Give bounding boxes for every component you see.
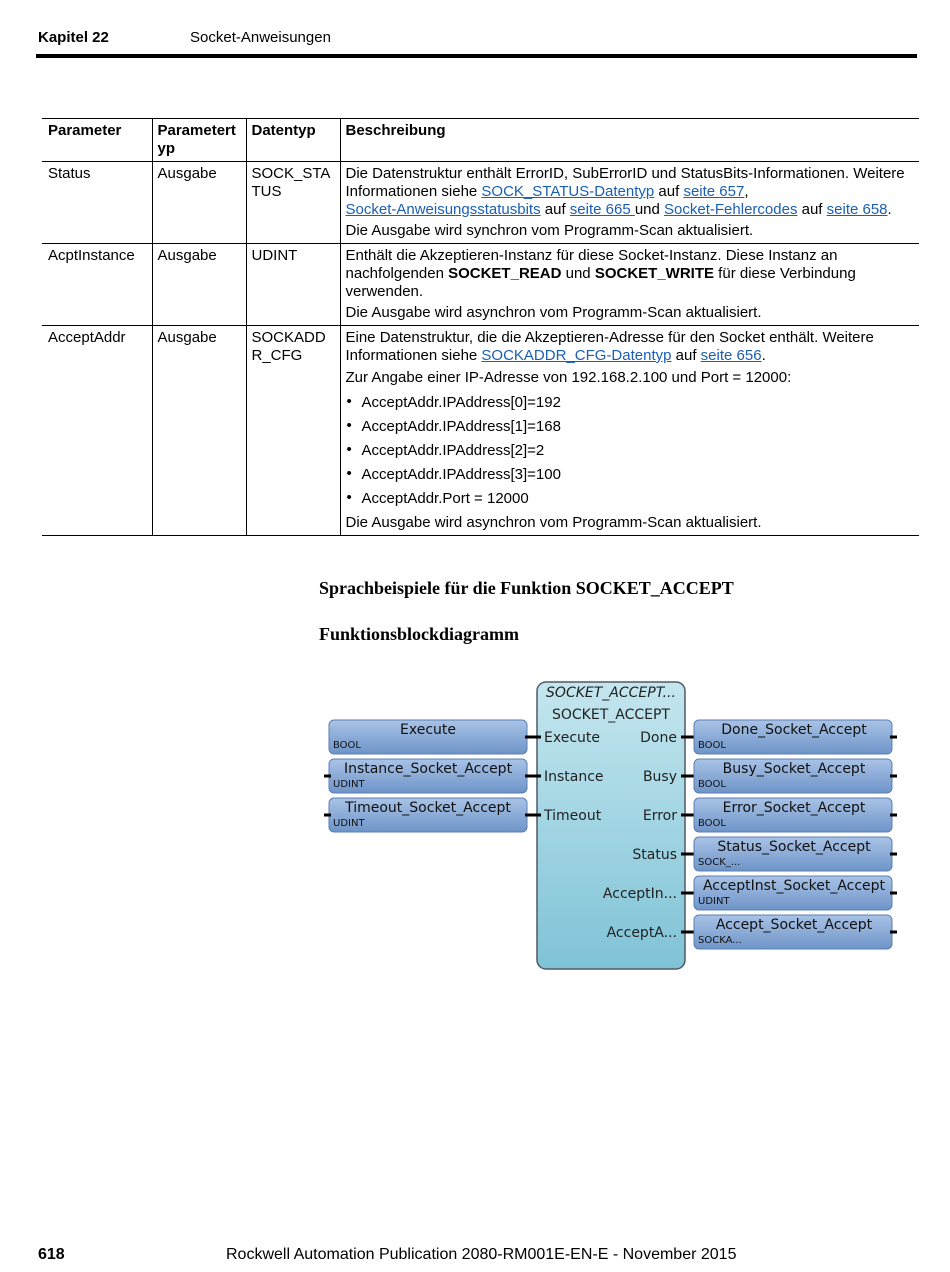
col-header-beschreibung: Beschreibung [340, 119, 919, 162]
output-variable-type: SOCK_... [698, 857, 741, 868]
list-item: • AcceptAddr.IPAddress[0]=192 [346, 391, 915, 415]
cell-type: Ausgabe [152, 244, 246, 326]
cell-type: Ausgabe [152, 162, 246, 244]
parameter-table [42, 118, 919, 536]
output-pin-label: Done [640, 730, 677, 746]
section-heading-fbd: Funktionsblockdiagramm [319, 624, 520, 644]
publication-info: Rockwell Automation Publication 2080-RM001E-EN-E - November 2015 [226, 1246, 737, 1263]
output-variable-name: Error_Socket_Accept [722, 800, 866, 816]
input-pin-label: Instance [544, 769, 604, 785]
output-variable-name: Done_Socket_Accept [721, 722, 867, 738]
chapter-title: Socket-Anweisungen [190, 29, 331, 46]
cell-datatype: UDINT [246, 244, 340, 326]
link-page-656[interactable]: seite 656 [700, 347, 762, 364]
block-type-name: SOCKET_ACCEPT [552, 707, 670, 723]
list-item: • AcceptAddr.IPAddress[3]=100 [346, 463, 915, 487]
output-pin-label: Status [632, 847, 677, 863]
link-page-665[interactable]: seite 665 [569, 201, 635, 218]
cell-description [340, 326, 919, 536]
output-variable-name: Accept_Socket_Accept [715, 917, 873, 933]
link-sock-status[interactable]: SOCK_STATUS-Datentyp [481, 183, 655, 200]
cell-datatype: SOCKADDR_CFG [246, 326, 340, 536]
description-note: Die Ausgabe wird synchron vom Programm-Scan aktualisiert. [345, 222, 754, 239]
input-variable-name: Timeout_Socket_Accept [345, 800, 511, 816]
link-sockaddr-cfg[interactable]: SOCKADDR_CFG-Datentyp [481, 347, 672, 364]
output-variable-name: Busy_Socket_Accept [722, 761, 866, 777]
cell-parameter: Status [42, 162, 152, 244]
output-variable-name: AcceptInst_Socket_Accept [702, 878, 886, 894]
output-variable-type: BOOL [698, 818, 726, 829]
link-page-657[interactable]: seite 657 [683, 183, 745, 200]
header-rule [36, 54, 917, 58]
col-header-parameter: Parameter [42, 119, 152, 162]
list-item: • AcceptAddr.IPAddress[1]=168 [346, 415, 915, 439]
table-header-row [42, 119, 919, 162]
description-text: Enthält die Akzeptieren-Instanz für diese Socket-Instanz. Diese Instanz an nachfolgenden SOCKET_READ und SOCKET_WRITE für diese Verbindung verwenden. [345, 247, 856, 300]
description-text: Die Datenstruktur enthält ErrorID, SubErrorID und StatusBits-Informationen. Weitere Informationen siehe SOCK_STATUS-Datentyp auf seite 657, Socket-Anweisungsstatusbits auf seite 665 und Socket-Fehlercodes auf seite 658. [345, 165, 905, 218]
input-variable-type: UDINT [333, 779, 365, 790]
table-row [42, 244, 919, 326]
table-row [42, 326, 919, 536]
description-note: Die Ausgabe wird asynchron vom Programm-Scan aktualisiert. [345, 304, 762, 321]
link-error-codes[interactable]: Socket-Fehlercodes [664, 201, 798, 218]
block-instance-name: SOCKET_ACCEPT... [546, 685, 676, 701]
input-variable-type: BOOL [333, 740, 361, 751]
address-list [346, 391, 915, 511]
input-variable-type: UDINT [333, 818, 365, 829]
output-variable-type: BOOL [698, 740, 726, 751]
output-variable-type: SOCKA... [698, 935, 742, 946]
output-variable-name: Status_Socket_Accept [717, 839, 871, 855]
output-pin-label: AcceptA... [606, 925, 677, 941]
cell-parameter: AcptInstance [42, 244, 152, 326]
input-pin-label: Timeout [544, 808, 602, 824]
description-intro: Zur Angabe einer IP-Adresse von 192.168.2.100 und Port = 12000: [345, 369, 792, 386]
description-text: Eine Datenstruktur, die die Akzeptieren-Adresse für den Socket enthält. Weitere Informationen siehe SOCKADDR_CFG-Datentyp auf seite 656. [345, 329, 874, 364]
col-header-parametertyp: Parametertyp [152, 119, 246, 162]
output-pin-label: Busy [642, 769, 677, 785]
input-variable-name: Instance_Socket_Accept [343, 761, 513, 777]
cell-type: Ausgabe [152, 326, 246, 536]
input-variable-name: Execute [400, 722, 456, 738]
function-block-diagram [320, 678, 900, 974]
link-page-658[interactable]: seite 658 [826, 201, 888, 218]
list-item: • AcceptAddr.Port = 12000 [346, 487, 915, 511]
chapter-label: Kapitel 22 [38, 29, 109, 46]
output-variable-type: UDINT [698, 896, 730, 907]
col-header-datentyp: Datentyp [246, 119, 340, 162]
list-item: • AcceptAddr.IPAddress[2]=2 [346, 439, 915, 463]
output-pin-label: AcceptIn... [602, 886, 677, 902]
section-heading-examples: Sprachbeispiele für die Funktion SOCKET_ACCEPT [319, 578, 734, 598]
cell-datatype: SOCK_STATUS [246, 162, 340, 244]
description-note: Die Ausgabe wird asynchron vom Programm-Scan aktualisiert. [345, 514, 762, 531]
cell-parameter: AcceptAddr [42, 326, 152, 536]
output-pin-label: Error [642, 808, 677, 824]
table-row [42, 162, 919, 244]
output-variable-type: BOOL [698, 779, 726, 790]
link-status-bits[interactable]: Socket-Anweisungsstatusbits [345, 201, 541, 218]
page-number: 618 [38, 1246, 65, 1263]
cell-description [340, 244, 919, 326]
input-pin-label: Execute [544, 730, 600, 746]
cell-description [340, 162, 919, 244]
